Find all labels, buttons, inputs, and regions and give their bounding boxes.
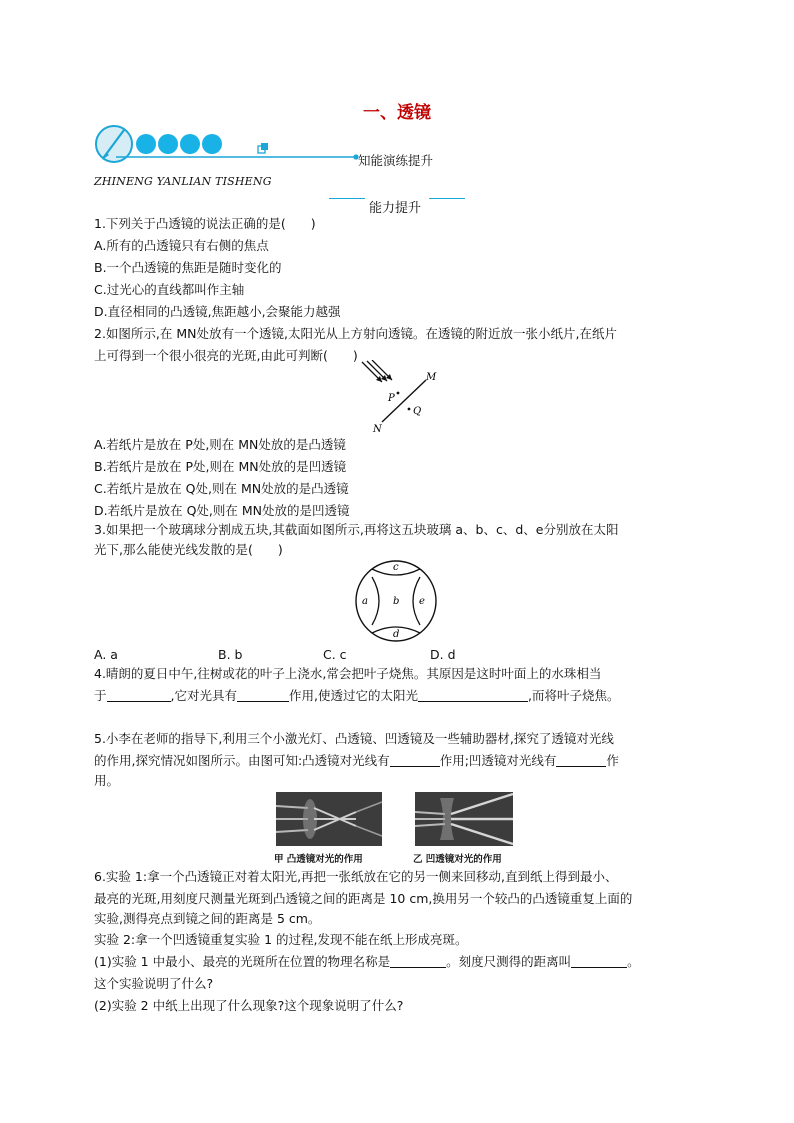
q2-figure: [352, 360, 442, 434]
q6-line5: (1)实验 1 中最小、最亮的光斑所在位置的物理名称是 。刻度尺测得的距离叫 。: [94, 954, 640, 969]
convex-lens-caption: 甲 凸透镜对光的作用: [274, 854, 363, 865]
q5-blank-2[interactable]: [556, 752, 606, 767]
q1-option-c: C.过光心的直线都叫作主轴: [94, 282, 245, 297]
q6-line6: 这个实验说明了什么?: [94, 976, 214, 991]
q6-line2: 最亮的光斑,用刻度尺测量光斑到凸透镜之间的距离是 10 cm,换用另一个较凸的凸透镜重复上面的: [94, 891, 633, 906]
q3-stem-line1: 3.如果把一个玻璃球分割成五块,其截面如图所示,再将这五块玻璃 a、b、c、d、e分别放在太阳: [94, 522, 619, 537]
q4-line1: 4.晴朗的夏日中午,往树或花的叶子上浇水,常会把叶子烧焦。其原因是这时叶面上的水珠相当: [94, 666, 602, 681]
q2-option-a: A.若纸片是放在 P处,则在 MN处放的是凸透镜: [94, 437, 346, 452]
q6-line7: (2)实验 2 中纸上出现了什么现象?这个现象说明了什么?: [94, 998, 404, 1013]
concave-lens-caption: 乙 凹透镜对光的作用: [413, 854, 502, 865]
q6-line3: 实验,测得亮点到镜之间的距离是 5 cm。: [94, 911, 321, 926]
label-d: d: [393, 629, 400, 640]
q4-blank-2[interactable]: [237, 687, 289, 702]
q4-blank-1[interactable]: [107, 687, 171, 702]
q1-stem: 1.下列关于凸透镜的说法正确的是( ): [94, 216, 316, 231]
dot-icon: [202, 134, 222, 154]
label-a: a: [362, 596, 368, 607]
label-e: e: [419, 596, 425, 607]
dot-icon: [136, 134, 156, 154]
label-b: b: [393, 596, 400, 607]
q2-option-c: C.若纸片是放在 Q处,则在 MN处放的是凸透镜: [94, 481, 349, 496]
section-label: 能力提升: [369, 201, 422, 216]
q6-blank-1[interactable]: [390, 953, 446, 968]
q1-option-d: D.直径相同的凸透镜,焦距越小,会聚能力越强: [94, 304, 341, 319]
label-q: Q: [413, 406, 422, 417]
q2-option-b: B.若纸片是放在 P处,则在 MN处放的是凹透镜: [94, 459, 347, 474]
label-m: M: [426, 372, 437, 383]
dot-icon: [180, 134, 200, 154]
q3-option-a: A. a: [94, 647, 118, 662]
q5-line2: 的作用,探究情况如图所示。由图可知:凸透镜对光线有 作用;凹透镜对光线有 作: [94, 753, 619, 768]
concave-lens-photo: [415, 792, 513, 846]
q5-line1: 5.小李在老师的指导下,利用三个小激光灯、凸透镜、凹透镜及一些辅助器材,探究了透镜对光线: [94, 731, 614, 746]
banner-pinyin: ZHINENG YANLIAN TISHENG: [94, 175, 272, 188]
page-title: 一、透镜: [363, 103, 431, 123]
q2-option-d: D.若纸片是放在 Q处,则在 MN处放的是凹透镜: [94, 503, 350, 518]
q2-stem-line2: 上可得到一个很小很亮的光斑,由此可判断( ): [94, 348, 358, 363]
q6-blank-2[interactable]: [571, 953, 627, 968]
q4-line2: 于 ,它对光具有 作用,使透过它的太阳光 ,而将叶子烧焦。: [94, 688, 620, 703]
q5-line3: 用。: [94, 773, 120, 788]
dot-icon: [158, 134, 178, 154]
q1-option-a: A.所有的凸透镜只有右侧的焦点: [94, 238, 269, 253]
label-c: c: [393, 562, 399, 573]
q1-option-b: B.一个凸透镜的焦距是随时变化的: [94, 260, 282, 275]
banner-label: 知能演练提升: [358, 153, 434, 168]
label-n: N: [373, 424, 382, 434]
q3-option-c: C. c: [323, 647, 347, 662]
q3-stem-line2: 光下,那么能使光线发散的是( ): [94, 542, 283, 557]
q3-figure: [352, 558, 442, 644]
q3-option-b: B. b: [218, 647, 243, 662]
convex-lens-photo: [276, 792, 382, 846]
q5-blank-1[interactable]: [390, 752, 440, 767]
q6-line1: 6.实验 1:拿一个凸透镜正对着太阳光,再把一张纸放在它的另一侧来回移动,直到纸上得到最小、: [94, 869, 618, 884]
q2-stem-line1: 2.如图所示,在 MN处放有一个透镜,太阳光从上方射向透镜。在透镜的附近放一张小纸片,在纸片: [94, 326, 617, 341]
section-header: [329, 196, 465, 214]
label-p: P: [388, 393, 395, 404]
point-q: [408, 408, 411, 411]
point-p: [397, 392, 400, 395]
q4-blank-3[interactable]: [418, 687, 528, 702]
q3-option-d: D. d: [430, 647, 456, 662]
q6-line4: 实验 2:拿一个凹透镜重复实验 1 的过程,发现不能在纸上形成亮斑。: [94, 932, 468, 947]
